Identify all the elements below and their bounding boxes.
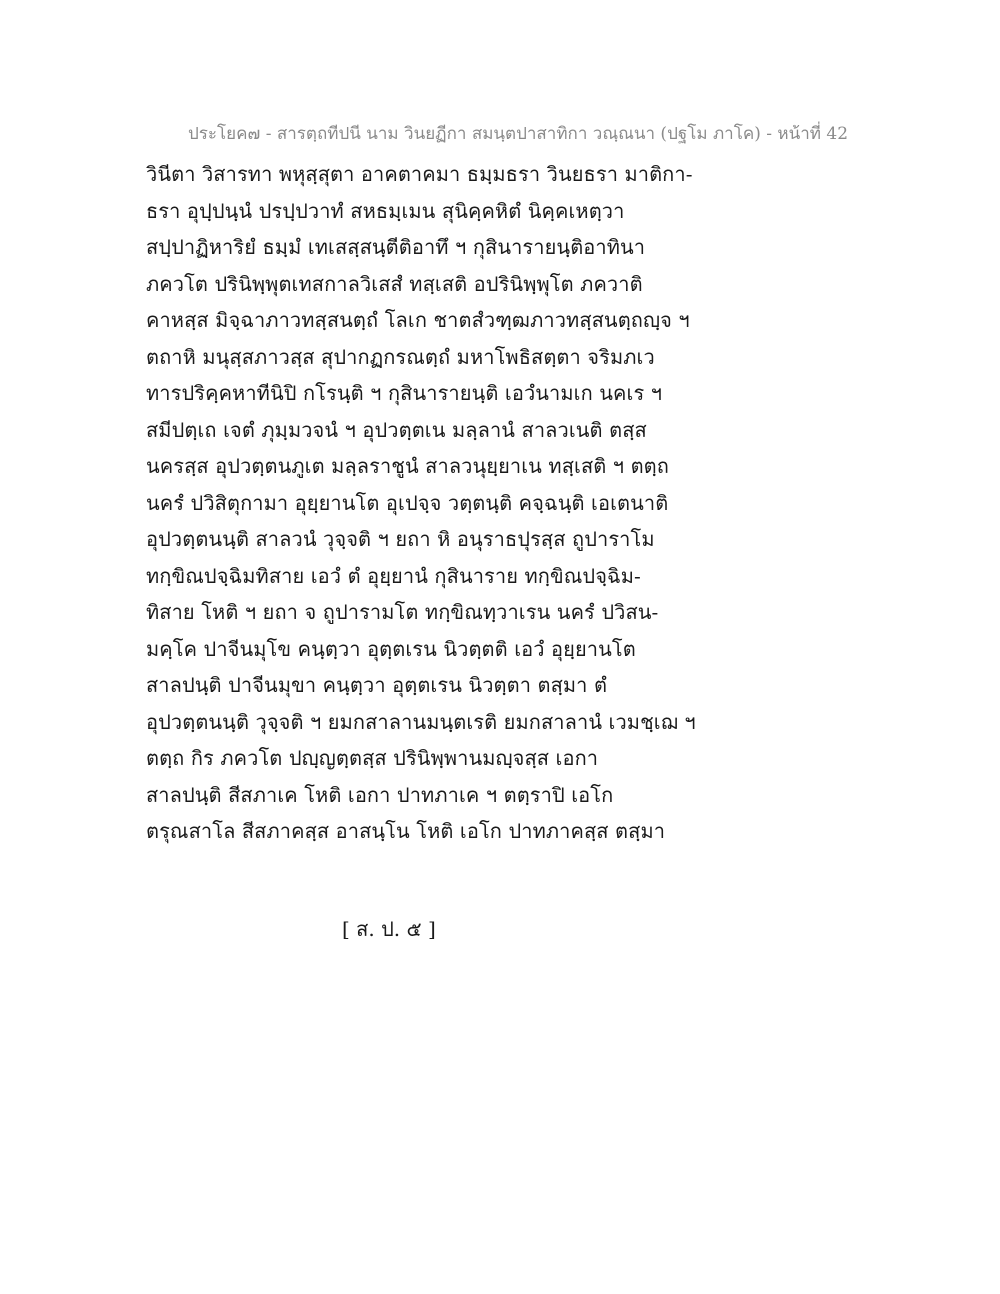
text-line: คาหสฺส มิจฺฉาภาวทสฺสนตฺถํ โลเก ชาตสํวฑฺฒภาวทสฺสนตฺถญฺจ ฯ [146,308,690,332]
text-line: สาลปนฺติ สีสภาเค โหติ เอกา ปาทภาเค ฯ ตตฺราปิ เอโก [146,782,614,807]
text-line: นครํ ปวิสิตุกามา อุยฺยานโต อุเปจฺจ วตฺตนฺติ คจฺฉนฺติ เอเตนาติ [146,490,669,515]
text-line: ตรุณสาโล สีสภาคสฺส อาสนฺโน โหติ เอโก ปาทภาคสฺส ตสฺมา [146,819,666,843]
signature-mark: [ ส. ป. ๕ ] [342,917,436,941]
text-line: นครสฺส อุปวตฺตนภูเต มลฺลราชูนํ สาลวนุยฺยาเน ทสฺเสติ ฯ ตตฺถ [146,454,669,478]
text-line: อุปวตฺตนนฺติ สาลวนํ วุจฺจติ ฯ ยถา หิ อนุราธปุรสฺส ถูปาราโม [146,527,655,551]
body-text [146,156,696,850]
text-line: ทกฺขิณปจฺฉิมทิสาย เอวํ ตํ อุยฺยานํ กุสินาราย ทกฺขิณปจฺฉิม- [146,563,641,588]
text-line: ตถาหิ มนุสฺสภาวสฺส สุปากฏกรณตฺถํ มหาโพธิสตฺตา จริมภเว [146,344,655,369]
text-line: มคฺโค ปาจีนมุโข คนฺตฺวา อุตฺตเรน นิวตฺตติ เอวํ อุยฺยานโต [146,636,636,661]
text-line: สมีปตฺเถ เจตํ ภุมฺมวจนํ ฯ อุปวตฺตเน มลฺลานํ สาลวเนติ ตสฺส [146,417,647,442]
text-line: ตตฺถ กิร ภควโต ปญฺญตฺตสฺส ปรินิพฺพานมญฺจสฺส เอกา [146,746,599,770]
text-line: สปฺปาฏิหาริยํ ธมฺมํ เทเสสฺสนฺตีติอาทึ ฯ กุสินารายนฺติอาทินา [146,235,646,259]
text-line: ภควโต ปรินิพฺพุตเทสกาลวิเสสํ ทสฺเสติ อปรินิพฺพุโต ภควาติ [146,271,643,296]
text-line: ธรา อุปฺปนฺนํ ปรปฺปวาทํ สหธมฺเมน สุนิคฺคหิตํ นิคฺคเหตฺวา [146,198,625,223]
running-header: ประโยค๗ - สารตฺถทีปนี นาม วินยฏีกา สมนฺตปาสาทิกา วณฺณนา (ปฐโม ภาโค) - หน้าที่ 42 [188,124,849,144]
text-line: ทิสาย โหติ ฯ ยถา จ ถูปารามโต ทกฺขิณทฺวาเรน นครํ ปวิสน- [146,600,659,624]
text-line: อุปวตฺตนนฺติ วุจฺจติ ฯ ยมกสาลานมนฺตเรติ ยมกสาลานํ เวมชฺเฌ ฯ [146,709,696,734]
text-line: สาลปนฺติ ปาจีนมุขา คนฺตฺวา อุตฺตเรน นิวตฺตา ตสฺมา ตํ [146,673,608,697]
text-line: ทารปริคฺคหาทีนิปิ กโรนฺติ ฯ กุสินารายนฺติ เอวํนามเก นคเร ฯ [146,381,663,405]
text-line: วินีตา วิสารทา พหุสฺสุตา อาคตาคมา ธมฺมธรา วินยธรา มาติกา- [146,162,693,186]
